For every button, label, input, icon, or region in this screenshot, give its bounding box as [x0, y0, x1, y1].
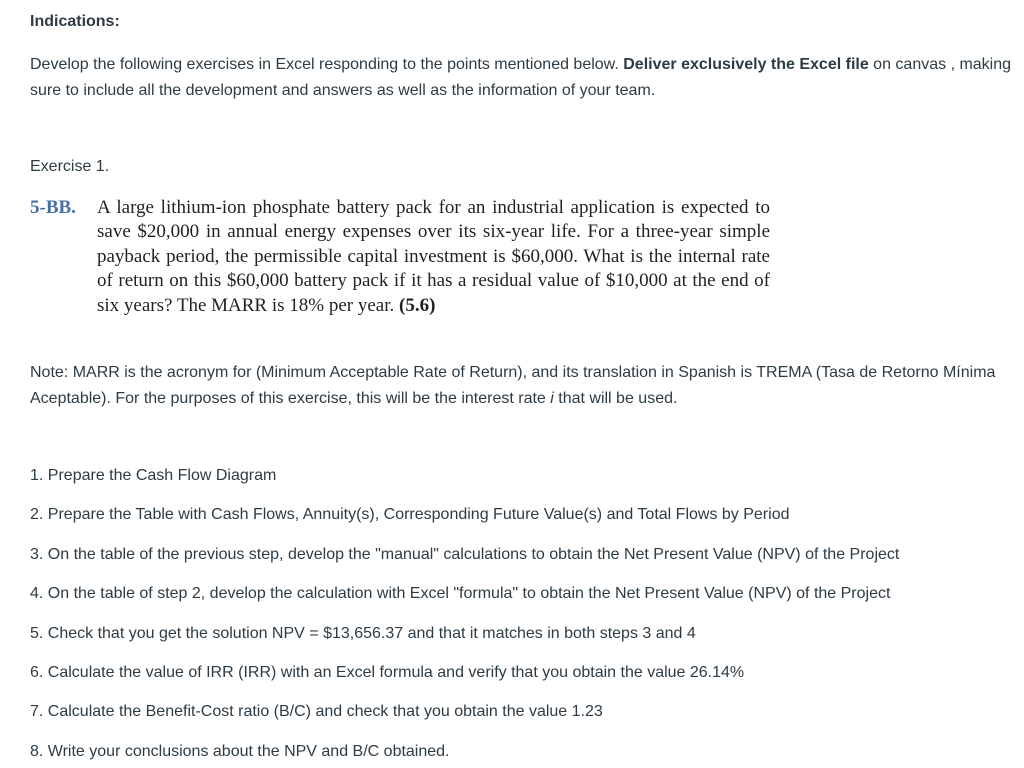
step-item: 2. Prepare the Table with Cash Flows, Annuity(s), Corresponding Future Value(s) and Total Flows by Period — [30, 506, 790, 524]
marr-note-tail: that will be used. — [553, 390, 678, 407]
problem-reference: (5.6) — [399, 294, 436, 316]
step-item: 6. Calculate the value of IRR (IRR) with an Excel formula and verify that you obtain the value 26.14% — [30, 663, 745, 681]
step-item: 8. Write your conclusions about the NPV and B/C obtained. — [30, 742, 450, 760]
problem-text: A large lithium-ion phosphate battery pack for an industrial application is expected to save $20,000 in annual energy expenses over its six-year life. For a three-year simple payback period, the permissible capital investment is $60,000. What is the internal rate of return on this $60,000 battery pack if it has a residual value of $10,000 at the end of six years? The MARR is 18% per year. — [97, 197, 770, 316]
instructions-text-start: Develop the following exercises in Excel responding to the points mentioned below. — [30, 56, 624, 73]
step-item: 4. On the table of step 2, develop the calculation with Excel "formula" to obtain the Net Present Value (NPV) of the Project — [30, 585, 891, 603]
marr-note-text: Note: MARR is the acronym for (Minimum Acceptable Rate of Return), and its translation in Spanish is TREMA (Tasa de Retorno Mínima Aceptable). For the purposes of this exercise, this will be the interest rate — [30, 364, 996, 407]
marr-note — [30, 360, 1015, 412]
interest-rate-variable: i — [550, 390, 554, 407]
instructions-text-end: on canvas , making sure to include all the development and answers as well as the information of your team. — [30, 56, 1012, 99]
instructions-emphasis: Deliver exclusively the Excel file — [623, 56, 869, 73]
steps-list — [30, 465, 899, 768]
problem-text-block — [97, 196, 770, 318]
indications-heading: Indications: — [30, 13, 120, 30]
instructions-paragraph — [30, 52, 1015, 104]
step-item: 1. Prepare the Cash Flow Diagram — [30, 467, 277, 484]
exercise-label: Exercise 1. — [30, 158, 110, 175]
step-item: 7. Calculate the Benefit-Cost ratio (B/C) and check that you obtain the value 1.23 — [30, 703, 603, 721]
step-item: 3. On the table of the previous step, develop the "manual" calculations to obtain the Net Present Value (NPV) of the Project — [30, 545, 900, 563]
problem-number: 5-BB. — [30, 197, 76, 218]
step-item: 5. Check that you get the solution NPV = $13,656.37 and that it matches in both steps 3 and 4 — [30, 624, 696, 642]
problem-statement-image — [30, 196, 770, 318]
